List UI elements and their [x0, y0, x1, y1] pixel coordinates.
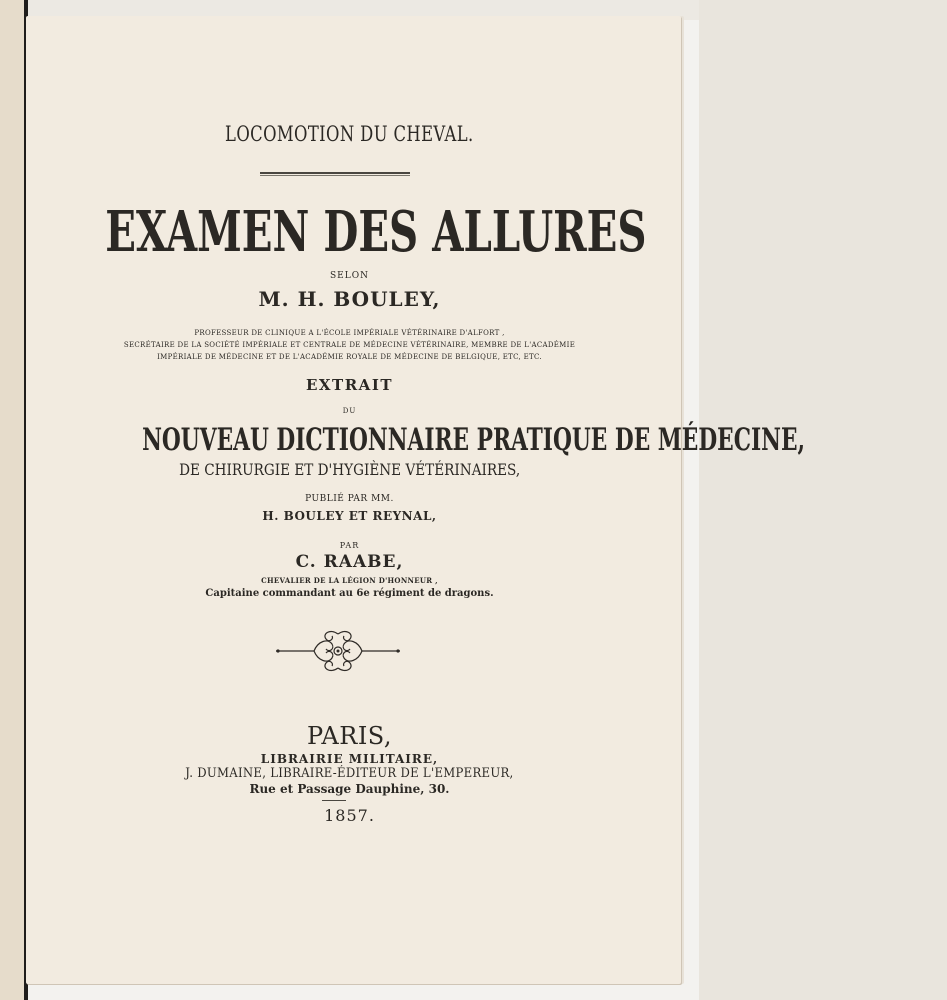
imprint-publisher: J. DUMAINE, LIBRAIRE-ÉDITEUR DE L'EMPEREUR,: [185, 766, 514, 781]
extractor-rank: Capitaine commandant au 6e régiment de dragons.: [205, 588, 494, 599]
imprint-year: 1857.: [324, 806, 375, 825]
imprint-rule: [322, 800, 346, 801]
title-rule-thin: [260, 175, 410, 176]
author-credential-line: PROFESSEUR DE CLINIQUE A L'ÉCOLE IMPÉRIALE VÉTÉRINAIRE D'ALFORT ,: [194, 329, 505, 337]
dictionary-title: NOUVEAU DICTIONNAIRE PRATIQUE DE MÉDECINE,: [142, 422, 806, 458]
scan-margin-bottom: [28, 984, 699, 1000]
extractor-honor: CHEVALIER DE LA LÉGION D'HONNEUR ,: [261, 576, 438, 585]
author-name: M. H. BOULEY,: [258, 287, 441, 311]
imprint-librairie: LIBRAIRIE MILITAIRE,: [260, 752, 439, 766]
dictionary-subtitle: DE CHIRURGIE ET D'HYGIÈNE VÉTÉRINAIRES,: [178, 460, 521, 479]
imprint-address: Rue et Passage Dauphine, 30.: [249, 782, 450, 796]
main-title: EXAMEN DES ALLURES: [105, 199, 647, 265]
fleuron-ornament-icon: [274, 624, 402, 678]
title-rule: [260, 172, 410, 174]
du-label: DU: [342, 407, 357, 415]
imprint-city: PARIS,: [306, 722, 393, 750]
publishers-names: H. BOULEY ET REYNAL,: [262, 509, 437, 523]
publie-par-label: PUBLIÉ PAR MM.: [305, 494, 394, 504]
extractor-name: C. RAABE,: [295, 552, 404, 572]
extrait-label: EXTRAIT: [305, 376, 394, 394]
par-label: PAR: [339, 541, 360, 550]
author-credential-line: SECRÉTAIRE DE LA SOCIÉTÉ IMPÉRIALE ET CENTRALE DE MÉDECINE VÉTÉRINAIRE, MEMBRE DE L'ACADÉMIE: [123, 341, 576, 349]
author-credential-line: IMPÉRIALE DE MÉDECINE ET DE L'ACADÉMIE ROYALE DE MÉDECINE DE BELGIQUE, ETC, ETC.: [157, 353, 542, 361]
selon-label: SELON: [330, 271, 369, 281]
series-title: LOCOMOTION DU CHEVAL.: [225, 122, 474, 146]
